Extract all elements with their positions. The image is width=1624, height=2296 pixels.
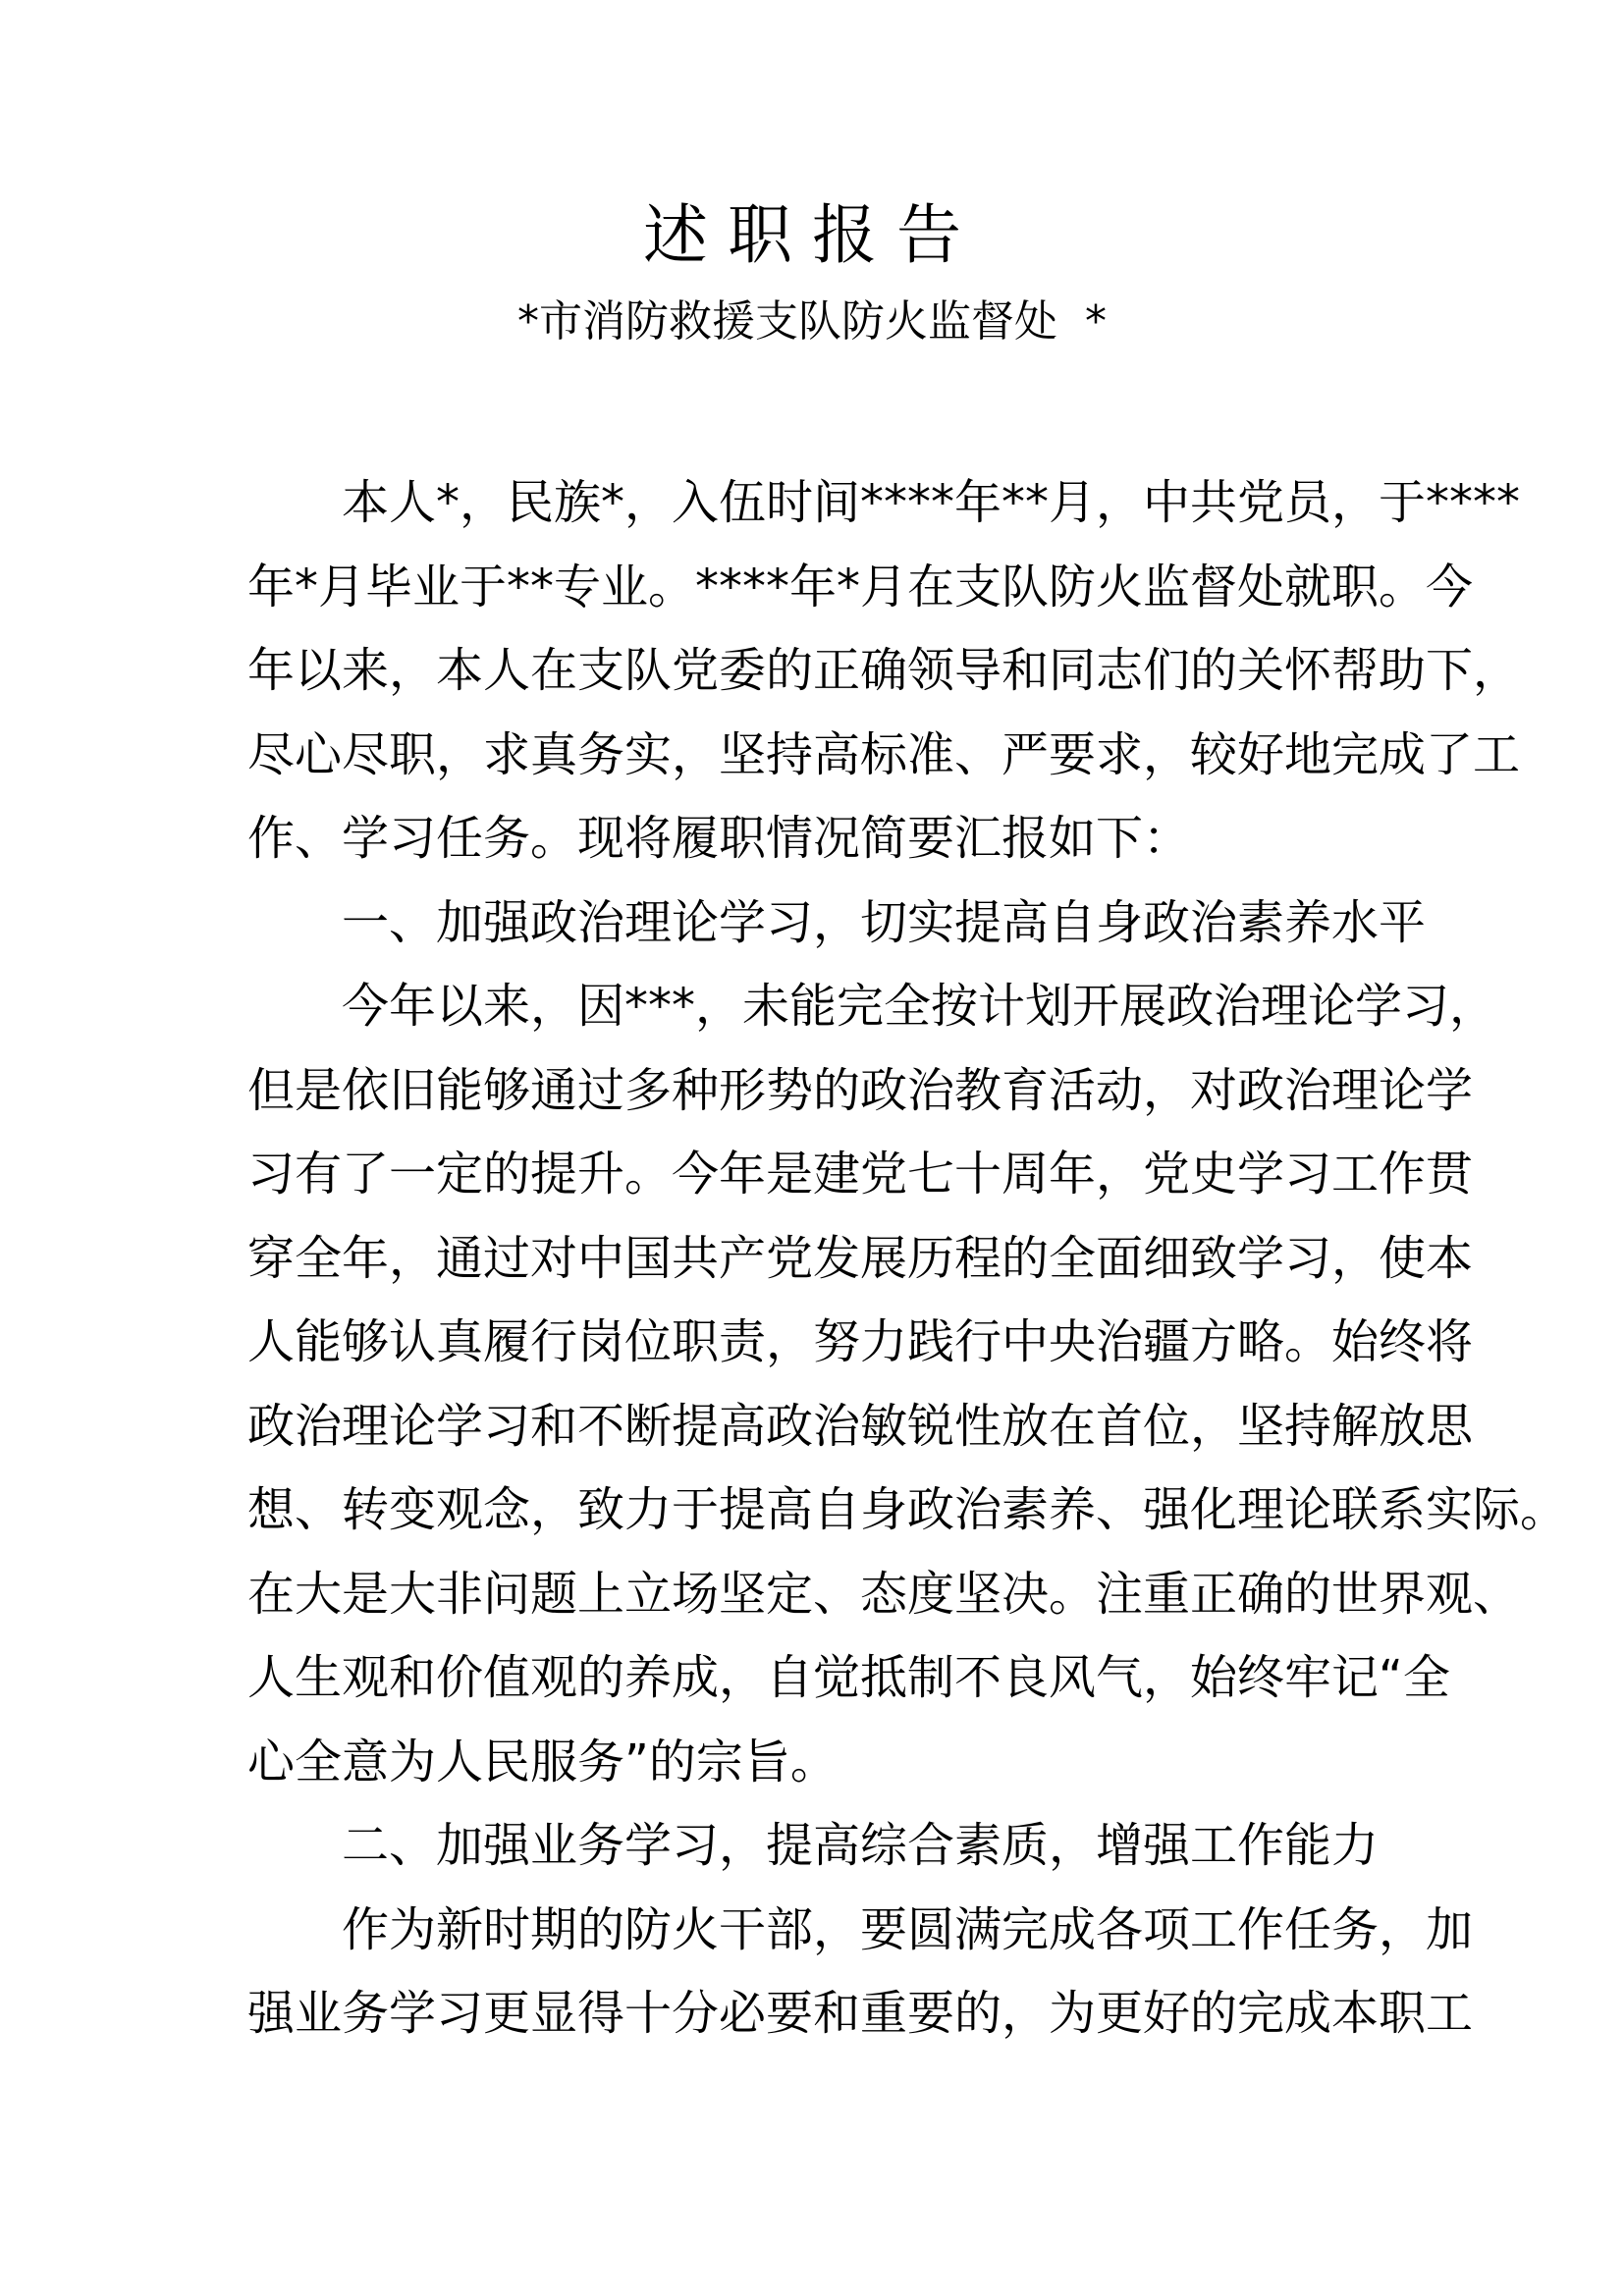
- body-line: 作、学习任务。现将履职情况简要汇报如下：: [247, 811, 1191, 866]
- body-line: 年以来，本人在支队党委的正确领导和同志们的关怀帮助下，: [247, 643, 1521, 698]
- body-line: 年*月毕业于**专业。****年*月在支队防火监督处就职。今: [247, 559, 1474, 614]
- body-line: 但是依旧能够通过多种形势的政治教育活动，对政治理论学: [247, 1062, 1474, 1118]
- document-subtitle: *市消防救援支队防火监督处 *: [517, 296, 1107, 347]
- body-line: 政治理论学习和不断提高政治敏锐性放在首位，坚持解放思: [247, 1398, 1474, 1454]
- body-line: 人能够认真履行岗位职责，努力践行中央治疆方略。始终将: [247, 1314, 1474, 1369]
- body-line: 强业务学习更显得十分必要和重要的，为更好的完成本职工: [247, 1986, 1474, 2041]
- section-heading-1: 一、加强政治理论学习，切实提高自身政治素养水平: [342, 894, 1427, 950]
- body-line: 本人*，民族*，入伍时间****年**月，中共党员，于****: [342, 475, 1521, 530]
- body-line: 穿全年，通过对中国共产党发展历程的全面细致学习，使本: [247, 1230, 1474, 1286]
- body-line: 心全意为人民服务”的宗旨。: [247, 1734, 838, 1789]
- body-line: 作为新时期的防火干部，要圆满完成各项工作任务，加: [342, 1901, 1474, 1957]
- document-title: 述职报告: [643, 197, 981, 273]
- body-line: 人生观和价值观的养成，自觉抵制不良风气，始终牢记“全: [247, 1650, 1450, 1705]
- body-line: 今年以来，因***，未能完全按计划开展政治理论学习，: [342, 979, 1497, 1034]
- body-line: 尽心尽职，求真务实，坚持高标准、严要求，较好地完成了工: [247, 726, 1521, 782]
- body-line: 习有了一定的提升。今年是建党七十周年，党史学习工作贯: [247, 1147, 1474, 1201]
- document-body: [247, 461, 1568, 2056]
- section-heading-2: 二、加强业务学习，提高综合素质，增强工作能力: [342, 1818, 1380, 1873]
- body-line: 在大是大非问题上立场坚定、态度坚决。注重正确的世界观、: [247, 1566, 1521, 1622]
- body-line: 想、转变观念，致力于提高自身政治素养、强化理论联系实际。: [247, 1482, 1568, 1537]
